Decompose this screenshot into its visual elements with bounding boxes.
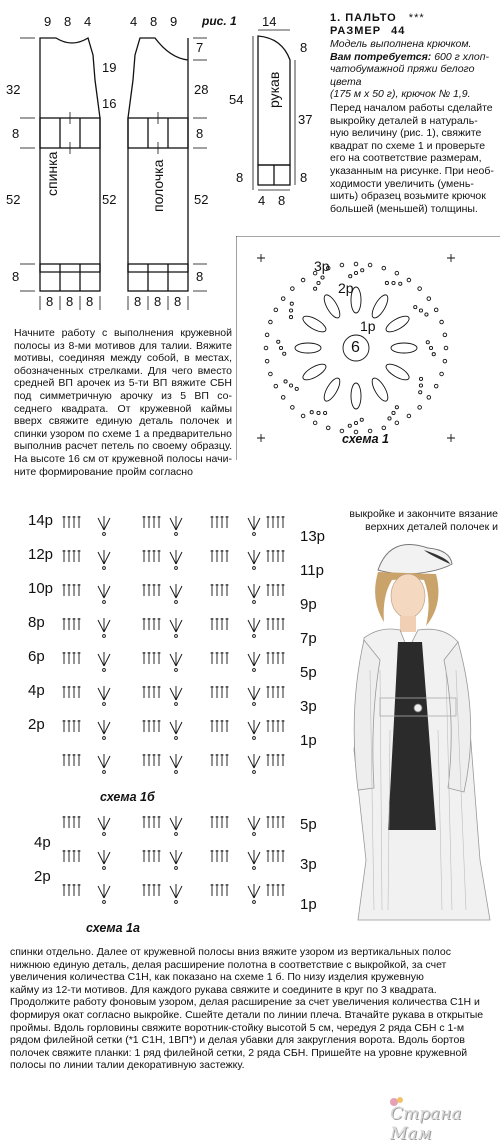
row-label: 1р bbox=[300, 896, 317, 913]
chain-stitch bbox=[399, 282, 402, 285]
chain-stitch bbox=[253, 567, 256, 570]
chain-stitch bbox=[289, 384, 292, 387]
fan-stitch bbox=[170, 618, 182, 632]
chain-stitch bbox=[279, 346, 282, 349]
chain-stitch bbox=[175, 567, 178, 570]
chain-stitch bbox=[382, 266, 386, 270]
front-right-dim-8b: 8 bbox=[196, 269, 204, 284]
bottom-dim-2: 8 bbox=[66, 294, 74, 309]
chain-stitch bbox=[103, 703, 106, 706]
chain-stitch bbox=[269, 320, 273, 324]
fan-stitch bbox=[170, 850, 182, 864]
chain-stitch bbox=[414, 306, 417, 309]
chain-stitch bbox=[175, 901, 178, 904]
fan-stitch bbox=[98, 850, 110, 864]
sleeve-left-dim-54: 54 bbox=[229, 92, 244, 107]
text-line: полосы по линии талии декоративную застежку. bbox=[10, 1059, 245, 1072]
fan-stitch bbox=[98, 618, 110, 632]
chain-stitch bbox=[395, 271, 399, 275]
fan-stitch bbox=[170, 686, 182, 700]
chain-stitch bbox=[317, 411, 320, 414]
chain-stitch bbox=[419, 384, 422, 387]
chain-stitch bbox=[301, 278, 305, 282]
row-label: 7р bbox=[300, 630, 317, 647]
motif-row-3-label: 3р bbox=[314, 258, 330, 274]
motif-row-1-label: 1р bbox=[360, 318, 376, 334]
model-illustration bbox=[340, 530, 500, 930]
back-left-dim-52: 52 bbox=[6, 192, 21, 207]
chain-stitch bbox=[361, 269, 364, 272]
fan-stitch bbox=[170, 754, 182, 768]
text-line: спинки узором по схеме 1 а предварительно bbox=[14, 427, 232, 440]
text-line: седнего квадрата. От кружевной каймы bbox=[14, 402, 232, 415]
chain-stitch bbox=[317, 281, 320, 284]
intro-line: указанным на рисунке. При необ- bbox=[330, 164, 494, 177]
text-line: увеличения количества С1Н, как показано на схеме 1 б. По низу изделия кружевную bbox=[10, 971, 424, 984]
text-line: мотивы, соединяя между собой, в местах, bbox=[14, 352, 232, 365]
chain-stitch bbox=[253, 833, 256, 836]
chain-stitch bbox=[253, 601, 256, 604]
chain-stitch bbox=[283, 352, 286, 355]
chain-stitch bbox=[289, 309, 292, 312]
sleeve-right-dim-8: 8 bbox=[300, 40, 308, 55]
chain-stitch bbox=[175, 833, 178, 836]
back-label: спинка bbox=[44, 151, 60, 196]
corner-arrow bbox=[257, 434, 265, 442]
chain-stitch bbox=[253, 867, 256, 870]
chain-stitch bbox=[103, 669, 106, 672]
petal-stitch bbox=[321, 376, 343, 404]
back-top-dim-3: 4 bbox=[84, 14, 92, 29]
back-left-dim-32: 32 bbox=[6, 82, 21, 97]
scheme-1b-caption: схема 1б bbox=[100, 790, 155, 804]
text-line: нижнюю единую деталь, делая расширение полотна в соответствие с выкройкой, за счет bbox=[10, 958, 447, 971]
chain-stitch bbox=[434, 384, 438, 388]
chain-stitch bbox=[407, 278, 411, 282]
materials-label: Вам потребуется: bbox=[330, 50, 432, 63]
chain-stitch bbox=[291, 406, 295, 410]
row-label: 8р bbox=[28, 614, 45, 631]
chain-stitch bbox=[321, 276, 324, 279]
front-right-dim-8: 8 bbox=[196, 126, 204, 141]
body-text-bottom bbox=[10, 946, 496, 1072]
fan-stitch bbox=[248, 584, 260, 598]
row-label: 5р bbox=[300, 664, 317, 681]
text-line: полосы из 8-ми мотивов для талии. Вяжите bbox=[14, 339, 232, 352]
materials-line-2: чатобумажной пряжи белого цвета bbox=[330, 63, 475, 88]
scheme-1a bbox=[0, 810, 340, 940]
intro-line: Перед началом работы сделайте bbox=[330, 101, 493, 114]
model-photo bbox=[340, 530, 500, 930]
chain-stitch bbox=[175, 601, 178, 604]
petal-stitch bbox=[301, 361, 329, 383]
row-label: 9р bbox=[300, 596, 317, 613]
row-label: 6р bbox=[28, 648, 45, 665]
size-label: РАЗМЕР bbox=[330, 25, 382, 37]
chain-stitch bbox=[348, 424, 351, 427]
sleeve-right-dim-8b: 8 bbox=[300, 170, 308, 185]
chain-stitch bbox=[323, 411, 326, 414]
chain-stitch bbox=[269, 372, 273, 376]
scheme-1b bbox=[0, 510, 340, 810]
row-label: 2р bbox=[34, 868, 51, 885]
chain-stitch bbox=[360, 418, 363, 421]
chain-stitch bbox=[253, 771, 256, 774]
chain-stitch bbox=[426, 341, 429, 344]
fan-stitch bbox=[98, 686, 110, 700]
chain-stitch bbox=[284, 380, 287, 383]
motif-row-2-label: 2р bbox=[338, 280, 354, 296]
chain-stitch bbox=[253, 737, 256, 740]
chain-stitch bbox=[407, 414, 411, 418]
fan-stitch bbox=[248, 550, 260, 564]
chain-stitch bbox=[425, 313, 428, 316]
model-note: Модель выполнена крючком. bbox=[330, 38, 472, 50]
row-label: 13р bbox=[300, 528, 326, 545]
fan-stitch bbox=[248, 754, 260, 768]
bottom-dim-6: 8 bbox=[174, 294, 182, 309]
intro-line: квадрат по схеме 1 и проверьте bbox=[330, 139, 486, 152]
chain-stitch bbox=[274, 308, 278, 312]
chain-stitch bbox=[253, 669, 256, 672]
petal-stitch bbox=[369, 376, 391, 404]
petal-stitch bbox=[295, 343, 321, 353]
chain-stitch bbox=[175, 737, 178, 740]
chain-stitch bbox=[103, 833, 106, 836]
front-right-dim-52: 52 bbox=[194, 192, 209, 207]
chain-stitch bbox=[274, 384, 278, 388]
text-line: выполнив расчет петель по своему образцу. bbox=[14, 440, 232, 453]
bottom-dim-5: 8 bbox=[154, 294, 162, 309]
scheme-1a-caption: схема 1а bbox=[86, 921, 140, 935]
fan-stitch bbox=[98, 884, 110, 898]
chain-stitch bbox=[354, 421, 357, 424]
chain-stitch bbox=[265, 359, 269, 363]
chain-stitch bbox=[277, 340, 280, 343]
chain-stitch bbox=[175, 867, 178, 870]
text-line: Начните работу с выполнения кружевной bbox=[14, 327, 232, 339]
front-top-dim-2: 8 bbox=[150, 14, 158, 29]
fan-stitch bbox=[170, 816, 182, 830]
chain-stitch bbox=[395, 421, 399, 425]
fan-stitch bbox=[248, 652, 260, 666]
fan-stitch bbox=[170, 652, 182, 666]
chain-stitch bbox=[443, 333, 447, 337]
fan-stitch bbox=[98, 754, 110, 768]
fan-stitch bbox=[248, 686, 260, 700]
mid-dim-19: 19 bbox=[102, 60, 117, 75]
chain-stitch bbox=[392, 411, 395, 414]
front-right-dim-7: 7 bbox=[196, 40, 204, 55]
intro-line: шить) образец возьмите крючок bbox=[330, 190, 486, 203]
scheme-1a-symbols bbox=[0, 810, 340, 940]
chain-stitch bbox=[382, 426, 386, 430]
chain-stitch bbox=[295, 387, 298, 390]
intro-line: выкройку деталей в натураль- bbox=[330, 114, 478, 127]
bottom-dim-3: 8 bbox=[86, 294, 94, 309]
chain-stitch bbox=[419, 309, 422, 312]
chain-stitch bbox=[103, 737, 106, 740]
text-line: выкройке и закончите вязание bbox=[349, 508, 498, 520]
scheme-1 bbox=[236, 236, 500, 460]
chain-stitch bbox=[264, 346, 268, 350]
chain-stitch bbox=[103, 567, 106, 570]
fan-stitch bbox=[170, 516, 182, 530]
scheme-1-caption: схема 1 bbox=[342, 432, 390, 446]
chain-stitch bbox=[103, 901, 106, 904]
fan-stitch bbox=[98, 816, 110, 830]
motif-center-label: 6 bbox=[351, 339, 360, 356]
text-line: рядом филейной сетки (*1 С1Н, 1ВП*) и делая убавки для закругления ворота. Вдоль бортов bbox=[10, 1034, 465, 1047]
chain-stitch bbox=[326, 426, 330, 430]
chain-stitch bbox=[434, 308, 438, 312]
chain-stitch bbox=[265, 333, 269, 337]
chain-stitch bbox=[440, 372, 444, 376]
petal-stitch bbox=[384, 313, 412, 335]
chain-stitch bbox=[340, 263, 344, 267]
pattern-info bbox=[330, 12, 498, 215]
row-label: 3р bbox=[300, 856, 317, 873]
row-label: 4р bbox=[28, 682, 45, 699]
text-line: ните формирование пройм согласно bbox=[14, 465, 193, 478]
chain-stitch bbox=[253, 533, 256, 536]
chain-stitch bbox=[427, 297, 431, 301]
chain-stitch bbox=[432, 353, 435, 356]
text-line: Продолжите работу фоновым узором, делая расширение за счет увеличения количества С1Н и bbox=[10, 996, 480, 1009]
corner-arrow bbox=[257, 254, 265, 262]
chain-stitch bbox=[103, 771, 106, 774]
text-line: кайму из 12-ти мотивов. Для каждого рукава свяжите и соедините в круг по 3 квадрата. bbox=[10, 983, 437, 996]
chain-stitch bbox=[281, 297, 285, 301]
materials-line-3: (175 м х 50 г), крючок № 1,9. bbox=[330, 88, 471, 101]
petal-stitch bbox=[321, 293, 343, 321]
row-label: 2р bbox=[28, 716, 45, 733]
text-line: средней ВП арочек из 5-ти ВП вяжите СБН bbox=[14, 377, 232, 390]
intro-text bbox=[330, 102, 498, 215]
materials-line-1: 600 г хлоп- bbox=[431, 50, 490, 63]
chain-stitch bbox=[103, 533, 106, 536]
intro-line: ходимости увеличить (умень- bbox=[330, 177, 474, 190]
fan-stitch bbox=[248, 618, 260, 632]
back-left-dim-8: 8 bbox=[12, 269, 20, 284]
fan-stitch bbox=[248, 516, 260, 530]
text-line: под симметричную арочку из 5 ВП со- bbox=[14, 389, 232, 402]
chain-stitch bbox=[103, 635, 106, 638]
sleeve-left-dim-8: 8 bbox=[236, 170, 244, 185]
bottom-dim-1: 8 bbox=[46, 294, 54, 309]
petal-stitch bbox=[384, 361, 412, 383]
fan-stitch bbox=[170, 884, 182, 898]
chain-stitch bbox=[310, 411, 313, 414]
text-line: вверх свяжите единую деталь полочек и bbox=[14, 415, 232, 428]
chain-stitch bbox=[175, 669, 178, 672]
mid-dim-16: 16 bbox=[102, 96, 117, 111]
row-label: 1р bbox=[300, 732, 317, 749]
body-text-left bbox=[14, 327, 232, 478]
fan-stitch bbox=[98, 516, 110, 530]
chain-stitch bbox=[440, 320, 444, 324]
fan-stitch bbox=[98, 652, 110, 666]
text-line: формируя окат согласно выкройке. Сшейте детали по линии плеча. Втачайте рукава в открытые bbox=[10, 1008, 484, 1021]
intro-line: большей (меньшей) толщины. bbox=[330, 202, 478, 215]
petal-stitch bbox=[301, 313, 329, 335]
pattern-number: 1. ПАЛЬТО bbox=[330, 12, 397, 24]
intro-line: ную величину (рис. 1), свяжите bbox=[330, 127, 482, 140]
petal-stitch bbox=[351, 383, 361, 409]
chain-stitch bbox=[385, 281, 388, 284]
watermark-text: Страна Мам bbox=[390, 1104, 462, 1144]
chain-stitch bbox=[418, 287, 422, 291]
chain-stitch bbox=[419, 377, 422, 380]
fan-stitch bbox=[98, 720, 110, 734]
fan-stitch bbox=[98, 550, 110, 564]
motif-square-drawing bbox=[236, 236, 500, 460]
chain-stitch bbox=[418, 406, 422, 410]
chain-stitch bbox=[354, 271, 357, 274]
row-label: 4р bbox=[34, 834, 51, 851]
back-left-dim-8b: 8 bbox=[12, 126, 20, 141]
chain-stitch bbox=[253, 901, 256, 904]
mid-dim-52: 52 bbox=[102, 192, 117, 207]
chain-stitch bbox=[253, 635, 256, 638]
fan-stitch bbox=[248, 816, 260, 830]
intro-line: его на соответствие размерам, bbox=[330, 152, 482, 165]
front-label: полочка bbox=[150, 159, 166, 212]
front-top-dim-1: 4 bbox=[130, 14, 138, 29]
size-value: 44 bbox=[391, 25, 406, 37]
chain-stitch bbox=[427, 396, 431, 400]
sleeve-label: рукав bbox=[266, 71, 282, 108]
bottom-dim-4: 8 bbox=[134, 294, 142, 309]
chain-stitch bbox=[289, 315, 292, 318]
sleeve-bottom-dim-8: 8 bbox=[278, 193, 286, 208]
chain-stitch bbox=[175, 635, 178, 638]
row-label: 10р bbox=[28, 580, 54, 597]
back-top-dim-2: 8 bbox=[64, 14, 72, 29]
fan-stitch bbox=[98, 584, 110, 598]
row-label: 12р bbox=[28, 546, 54, 563]
petal-stitch bbox=[391, 343, 417, 353]
figure-title: рис. 1 bbox=[202, 14, 237, 28]
fan-stitch bbox=[248, 884, 260, 898]
chain-stitch bbox=[368, 263, 372, 267]
fan-stitch bbox=[170, 720, 182, 734]
chain-stitch bbox=[443, 359, 447, 363]
petal-stitch bbox=[369, 293, 391, 321]
text-line: полочек свяжите планки: 1 ряд филейной сетки, 2 ряда СБН. Пришейте на уровне кружевной bbox=[10, 1046, 468, 1059]
text-line: На высоте 16 см от кружевной полосы начи- bbox=[14, 452, 232, 465]
watermark bbox=[386, 1094, 498, 1144]
chain-stitch bbox=[313, 421, 317, 425]
chain-stitch bbox=[354, 262, 358, 266]
chain-stitch bbox=[281, 396, 285, 400]
chain-stitch bbox=[419, 391, 422, 394]
chain-stitch bbox=[291, 287, 295, 291]
chain-stitch bbox=[301, 414, 305, 418]
text-line: спинки отдельно. Далее от кружевной полосы вниз вяжите узором из вертикальных полос bbox=[10, 946, 452, 958]
row-label: 5р bbox=[300, 816, 317, 833]
chain-stitch bbox=[392, 281, 395, 284]
row-label: 3р bbox=[300, 698, 317, 715]
chain-stitch bbox=[429, 346, 432, 349]
chain-stitch bbox=[253, 703, 256, 706]
row-label: 14р bbox=[28, 512, 54, 529]
text-line: обозначенных стрелками. Для чего вместо bbox=[14, 364, 232, 377]
text-line: проймы. Вдоль горловины свяжите воротник-стойку высотой 5 см, чередуя 2 ряда СБН с 1-м bbox=[10, 1021, 465, 1034]
text-line: верхних деталей полочек и bbox=[365, 520, 498, 533]
sleeve-bottom-dim-4: 4 bbox=[258, 193, 266, 208]
chain-stitch bbox=[175, 703, 178, 706]
chain-stitch bbox=[388, 417, 391, 420]
back-top-dim-1: 9 bbox=[44, 14, 52, 29]
chain-stitch bbox=[175, 533, 178, 536]
front-top-dim-3: 9 bbox=[170, 14, 178, 29]
chain-stitch bbox=[395, 406, 398, 409]
chain-stitch bbox=[103, 867, 106, 870]
corner-arrow bbox=[447, 434, 455, 442]
chain-stitch bbox=[290, 302, 293, 305]
chain-stitch bbox=[314, 287, 317, 290]
fan-stitch bbox=[248, 720, 260, 734]
sleeve-right-dim-37: 37 bbox=[298, 112, 313, 127]
chain-stitch bbox=[444, 346, 448, 350]
sleeve-top-dim: 14 bbox=[262, 14, 277, 29]
pattern-stars: *** bbox=[408, 12, 425, 24]
row-label: 11р bbox=[300, 562, 324, 579]
fan-stitch bbox=[248, 850, 260, 864]
front-right-dim-28: 28 bbox=[194, 82, 209, 97]
fan-stitch bbox=[170, 550, 182, 564]
body-text-right bbox=[342, 508, 498, 533]
corner-arrow bbox=[447, 254, 455, 262]
fan-stitch bbox=[170, 584, 182, 598]
chain-stitch bbox=[175, 771, 178, 774]
chain-stitch bbox=[103, 601, 106, 604]
chain-stitch bbox=[349, 275, 352, 278]
